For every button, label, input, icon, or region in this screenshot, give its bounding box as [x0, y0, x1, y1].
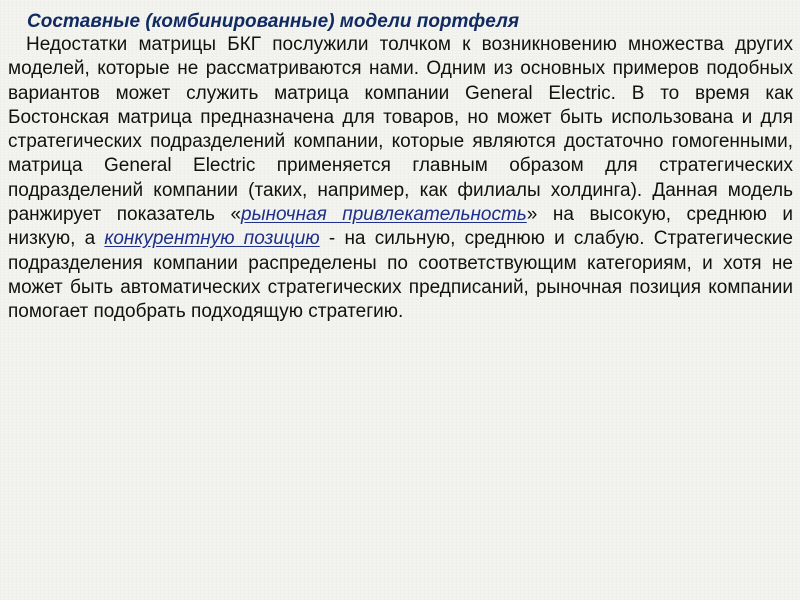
slide-paragraph	[8, 33, 793, 325]
paragraph-text-part-3: - на сильную, среднюю и слабую. Стратегические подразделения компании распределены по соответствующим категориям, и хотя не может быть автоматических стратегических предписаний, рыночная позиция компании помогает подобрать подходящую стратегию.	[8, 228, 793, 323]
paragraph-text-part-1: Недостатки матрицы БКГ послужили толчком к возникновению множества других моделей, которые не рассматриваются нами. Одним из основных примеров подобных вариантов может служить матрица компании General Electric. В то время как Бостонская матрица предназначена для товаров, но может быть использована и для стратегических подразделений компании, которые являются достаточно гомогенными, матрица General Electric применяется главным образом для стратегических подразделений компании (таких, например, как филиалы холдинга). Данная модель ранжирует показатель «	[8, 34, 793, 226]
term-market-attractiveness: рыночная привлекательность	[241, 204, 527, 226]
term-competitive-position: конкурентную позицию	[104, 228, 320, 250]
slide-title: Составные (комбинированные) модели портфеля	[27, 11, 520, 32]
paragraph-text-part-2: » на высокую, среднюю и низкую, а	[8, 204, 793, 250]
